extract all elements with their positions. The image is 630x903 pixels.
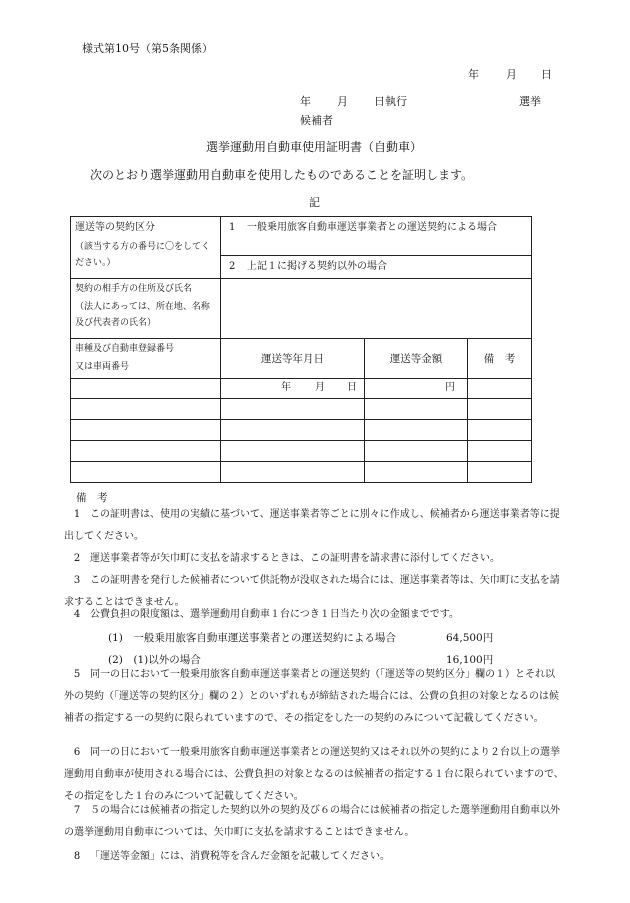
date-day: 日 [541, 68, 552, 81]
option-1-text: 一般乗用旅客自動車運送事業者との運送契約による場合 [247, 222, 497, 233]
amount-cell-5[interactable] [365, 462, 468, 483]
col-transport-amount: 運送等金額 [365, 339, 468, 379]
vehicle-cell-3[interactable] [71, 420, 221, 441]
unit-month: 月 [315, 382, 325, 393]
remarks-cell-3[interactable] [468, 420, 532, 441]
vehicle-label: 車種及び自動車登録番号 [75, 344, 175, 354]
col-remarks: 備 考 [468, 339, 532, 379]
certificate-table [70, 216, 532, 483]
remarks-cell-1[interactable] [468, 379, 532, 399]
limit-1-amount: 64,500円 [446, 632, 494, 644]
note-7: 7 ５の場合には候補者の指定した契約以外の契約及び６の場合には候補者の指定した選挙運動用自動車以外の選挙運動用自動車については、矢巾町に支払を請求することはできません。 [64, 805, 560, 838]
date-cell-3[interactable] [221, 420, 365, 441]
contract-party-field[interactable] [221, 279, 532, 339]
contract-party-label-cell [71, 279, 221, 339]
vehicle-cell-1[interactable] [71, 379, 221, 399]
date-cell-2[interactable] [221, 399, 365, 420]
election-month: 月 [337, 95, 348, 108]
col-transport-date: 運送等年月日 [221, 339, 365, 379]
limit-1-label: (1) 一般乗用旅客自動車運送事業者との運送契約による場合 [108, 632, 396, 644]
form-number: 様式第10号（第5条関係） [82, 42, 213, 55]
remarks-cell-4[interactable] [468, 441, 532, 462]
ki-label: 記 [309, 196, 320, 209]
date-month: 月 [506, 68, 517, 81]
vehicle-label-2: 又は車両番号 [75, 362, 130, 372]
candidate-label: 候補者 [300, 114, 333, 127]
unit-yen: 円 [445, 382, 455, 393]
note-4: 4 公費負担の限度額は、選挙運動用自動車１台につき１日当たり次の金額までです。 [73, 609, 459, 620]
unit-year: 年 [281, 382, 291, 393]
amount-cell-1[interactable] [365, 379, 468, 399]
note-8: 8 「運送等金額」には、消費税等を含んだ金額を記載してください。 [73, 851, 390, 862]
amount-cell-4[interactable] [365, 441, 468, 462]
option-2-number: 2 [229, 261, 236, 272]
contract-party-label: 契約の相手方の住所及び氏名 [75, 284, 193, 294]
date-cell-1[interactable] [221, 379, 365, 399]
date-cell-4[interactable] [221, 441, 365, 462]
note-2: 2 運送事業者等が矢巾町に支払を請求するときは、この証明書を請求書に添付してください。 [73, 553, 500, 564]
option-1-number: 1 [229, 222, 236, 233]
notes-heading: 備 考 [76, 492, 108, 504]
vehicle-cell-4[interactable] [71, 441, 221, 462]
limit-2-amount: 16,100円 [446, 654, 494, 666]
unit-day: 日 [347, 382, 357, 393]
contract-type-note: （該当する方の番号に〇をしてください。） [75, 242, 211, 268]
remarks-cell-5[interactable] [468, 462, 532, 483]
contract-type-label: 運送等の契約区分 [75, 222, 155, 233]
note-1: 1 この証明書は、使用の実績に基づいて、運送事業者等ごとに別々に作成し、候補者から運送事業者等に提出してください。 [64, 509, 560, 542]
certification-statement: 次のとおり選挙運動用自動車を使用したものであることを証明します。 [90, 168, 474, 182]
note-6: 6 同一の日において一般乗用旅客自動車運送事業者との運送契約又はそれ以外の契約により２台以上の選挙運動用自動車が使用される場合には、公費負担の対象となるのは候補者の指定する１台に限られていますので、その指定をした１台のみについて記載してください。 [64, 747, 564, 802]
contract-option-2[interactable] [221, 256, 532, 279]
amount-cell-3[interactable] [365, 420, 468, 441]
vehicle-cell-2[interactable] [71, 399, 221, 420]
option-2-text: 上記１に掲げる契約以外の場合 [247, 261, 387, 272]
limit-2-label: (2) (1)以外の場合 [108, 654, 201, 666]
note-5: 5 同一の日において一般乗用旅客自動車運送事業者との運送契約（「運送等の契約区分」欄の１）とそれ以外の契約（「運送等の契約区分」欄の２）とのいずれもが締結された場合には、公費の負担の対象となるのは候補者の指定する一の契約に限られていますので、その指定をした一の契約のみについて記載してください。 [64, 669, 559, 724]
contract-type-label-cell [71, 217, 221, 279]
note-3: 3 この証明書を発行した候補者について供託物が没収された場合には、運送事業者等は、矢巾町に支払を請求することはできません。 [64, 575, 560, 608]
date-cell-5[interactable] [221, 462, 365, 483]
contract-party-note: （法人にあっては、所在地、名称及び代表者の氏名） [75, 302, 210, 328]
contract-option-1[interactable] [221, 217, 532, 256]
election-year: 年 [300, 95, 311, 108]
vehicle-cell-5[interactable] [71, 462, 221, 483]
page-title: 選挙運動用自動車使用証明書（自動車） [206, 140, 423, 154]
election-label: 選挙 [519, 95, 541, 108]
amount-cell-2[interactable] [365, 399, 468, 420]
remarks-cell-2[interactable] [468, 399, 532, 420]
date-year: 年 [468, 68, 479, 81]
election-execution: 日執行 [374, 95, 407, 108]
vehicle-label-cell [71, 339, 221, 379]
